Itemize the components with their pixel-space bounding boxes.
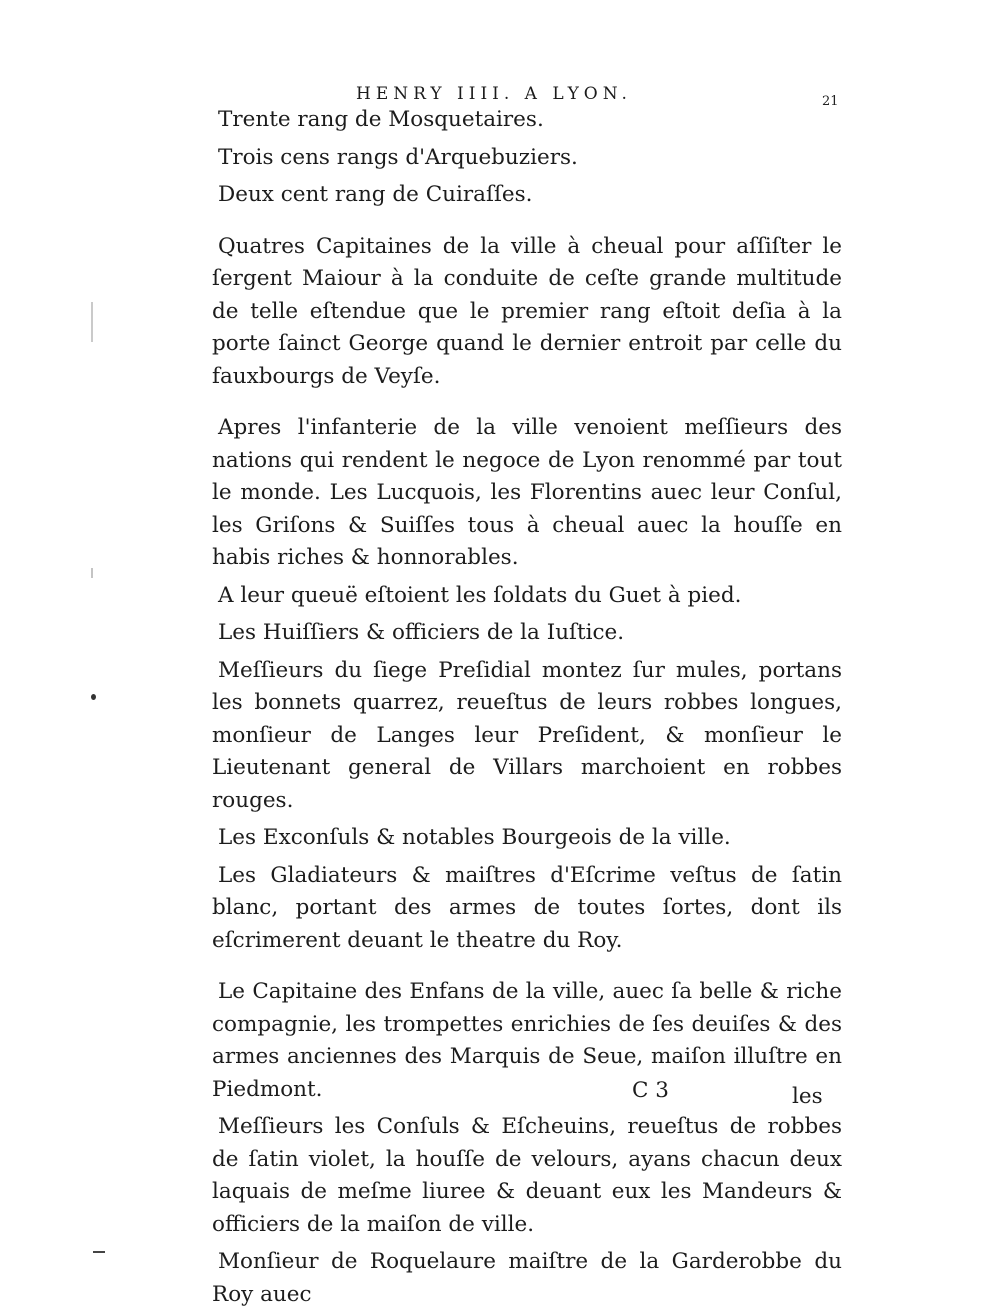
paragraph: Meſſieurs du ſiege Preſidial montez ſur mules, portans les bonnets quarrez, reueſtus de leurs robbes longues, monſieur de Langes leur Preſident, & monſieur le Lieutenant general de Villars marchoient en robbes rouges. — [212, 657, 842, 813]
paragraph: Le Capitaine des Enfans de la ville, auec ſa belle & riche compagnie, les trompettes enrichies de ſes deuiſes & des armes anciennes des Marquis de Seue, maiſon illuſtre en Piedmont. — [212, 979, 842, 1102]
paragraph: Trente rang de Mosquetaires. — [218, 107, 544, 132]
margin-speck — [91, 302, 93, 342]
margin-speck — [91, 694, 96, 700]
paragraph: Monſieur de Roquelaure maiſtre de la Garderobbe du Roy auec — [212, 1249, 842, 1307]
paragraph: Meſſieurs les Conſuls & Eſcheuins, reueſtus de robbes de ſatin violet, la houſſe de velours, ayans chacun deux laquais de meſme liuree & deuant eux les Mandeurs & officiers de la maiſon de ville. — [212, 1114, 842, 1237]
page-number: 21 — [822, 94, 839, 109]
body-text — [212, 104, 842, 1311]
catchword: les — [792, 1084, 823, 1109]
paragraph: Les Huiſſiers & officiers de la Iuſtice. — [218, 620, 625, 645]
paragraph: Deux cent rang de Cuiraſſes. — [218, 182, 533, 207]
paragraph: Les Exconſuls & notables Bourgeois de la ville. — [218, 825, 731, 850]
signature-mark: C 3 — [632, 1078, 669, 1103]
margin-speck — [91, 568, 93, 578]
paragraph: Apres l'infanterie de la ville venoient meſſieurs des nations qui rendent le negoce de Lyon renommé par tout le monde. Les Lucquois, les Florentins auec leur Conſul, les Griſons & Suiſſes tous à cheual auec la houſſe en habis riches & honnorables. — [212, 415, 842, 570]
margin-speck — [93, 1251, 105, 1253]
paragraph: Quatres Capitaines de la ville à cheual pour aſſiſter le ſergent Maiour à la conduite de ceſte grande multitude de telle eſtendue que le premier rang eſtoit deſia à la porte ſainct George quand le dernier entroit par celle du fauxbourgs de Veyſe. — [212, 233, 842, 389]
paragraph: A leur queuë eſtoient les ſoldats du Guet à pied. — [218, 582, 742, 608]
paragraph: Trois cens rangs d'Arquebuziers. — [218, 144, 578, 170]
running-head: HENRY IIII. A LYON. — [356, 84, 632, 104]
page-footer — [0, 1078, 1000, 1118]
paragraph: Les Gladiateurs & maiſtres d'Eſcrime veſtus de ſatin blanc, portant des armes de toutes ſortes, dont ils eſcrimerent deuant le theatre du Roy. — [212, 862, 842, 953]
